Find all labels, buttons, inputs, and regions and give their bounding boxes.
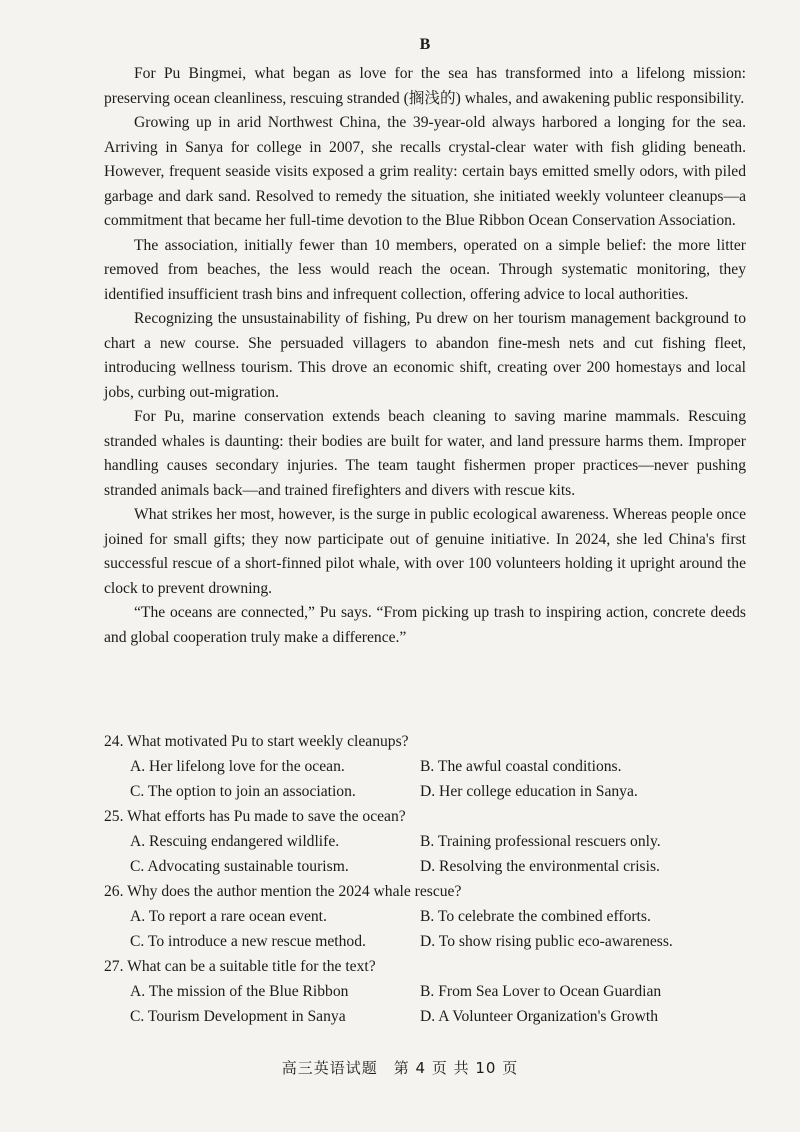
option-c: C. Advocating sustainable tourism. [130,858,349,875]
passage-paragraph: For Pu Bingmei, what began as love for the sea has transformed into a lifelong mission: preserving ocean cleanliness, rescuing stranded (搁浅的) whales, and awakening public responsibility. [104,65,746,107]
question-24 [104,729,744,804]
page-footer: 高三英语试题 第 4 页 共 10 页 [281,1059,519,1077]
section-label: B [419,36,431,53]
option-b: B. To celebrate the combined efforts. [420,908,651,925]
option-d: D. Resolving the environmental crisis. [420,858,660,875]
question-stem: 27. What can be a suitable title for the text? [104,958,376,975]
question-list [104,729,744,1029]
passage-paragraph: What strikes her most, however, is the surge in public ecological awareness. Whereas people once joined for small gifts; they now participate out of genuine initiative. In 2024, she led China's first successful rescue of a short-finned pilot whale, with over 100 volunteers holding it upright around the clock to prevent drowning. [104,506,746,597]
option-b: B. The awful coastal conditions. [420,758,622,775]
question-25 [104,804,744,879]
passage-paragraph: Growing up in arid Northwest China, the 39-year-old always harbored a longing for the sea. Arriving in Sanya for college in 2007, she recalls crystal-clear water with fish gliding beneath. However, frequent seaside visits exposed a grim reality: certain bays emitted smelly odors, with piled garbage and dark sand. Resolved to remedy the situation, she initiated weekly volunteer cleanups—a commitment that became her full-time devotion to the Blue Ribbon Ocean Conservation Association. [104,114,746,229]
question-stem: 26. Why does the author mention the 2024 whale rescue? [104,883,462,900]
option-c: C. The option to join an association. [130,783,356,800]
question-27 [104,954,744,1029]
option-c: C. To introduce a new rescue method. [130,933,366,950]
option-b: B. From Sea Lover to Ocean Guardian [420,983,662,1000]
passage-paragraph: Recognizing the unsustainability of fishing, Pu drew on her tourism management background to chart a new course. She persuaded villagers to abandon fine-mesh nets and cut fishing fleet, introducing wellness tourism. This drove an economic shift, creating over 200 homestays and local jobs, curbing out-migration. [104,310,746,401]
option-c: C. Tourism Development in Sanya [130,1008,346,1025]
question-26 [104,879,744,954]
option-a: A. The mission of the Blue Ribbon [130,983,349,1000]
option-a: A. Rescuing endangered wildlife. [130,833,340,850]
option-d: D. To show rising public eco-awareness. [420,933,673,950]
option-d: D. A Volunteer Organization's Growth [420,1008,658,1025]
question-stem: 24. What motivated Pu to start weekly cleanups? [104,733,409,750]
passage-paragraph: “The oceans are connected,” Pu says. “From picking up trash to inspiring action, concrete deeds and global cooperation truly make a difference.” [104,604,746,646]
passage-paragraph: The association, initially fewer than 10 members, operated on a simple belief: the more litter removed from beaches, the less would reach the ocean. Through systematic monitoring, they identified insufficient trash bins and infrequent collection, offering advice to local authorities. [104,236,746,303]
option-a: A. Her lifelong love for the ocean. [130,758,345,775]
option-a: A. To report a rare ocean event. [130,908,327,925]
option-b: B. Training professional rescuers only. [420,833,661,850]
reading-passage [104,62,746,650]
option-d: D. Her college education in Sanya. [420,783,638,800]
question-stem: 25. What efforts has Pu made to save the ocean? [104,808,406,825]
passage-paragraph: For Pu, marine conservation extends beach cleaning to saving marine mammals. Rescuing stranded whales is daunting: their bodies are built for water, and land pressure harms them. Improper handling causes secondary injuries. The team taught fishermen proper practices—never pushing stranded animals back—and trained firefighters and divers with rescue kits. [104,408,746,499]
